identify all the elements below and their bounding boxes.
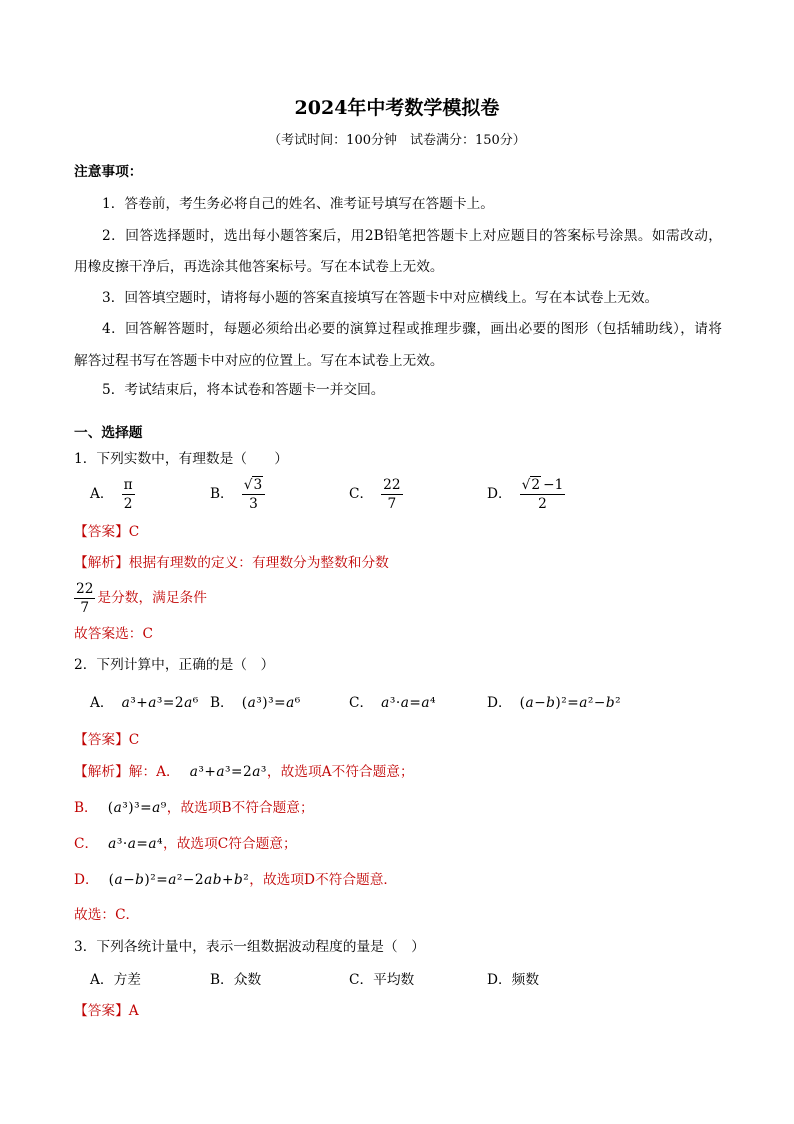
option-label: A． bbox=[90, 695, 114, 711]
q3-answer bbox=[74, 1001, 139, 1021]
math-expression: a³+a³=2a³ bbox=[189, 764, 267, 780]
q1-analysis bbox=[74, 553, 389, 573]
q1-conclusion: 故答案选：C bbox=[74, 626, 153, 642]
fraction-line-content bbox=[74, 580, 207, 616]
math-expression: (a−b)²=a²−2ab+b² bbox=[108, 872, 250, 888]
q1-analysis-fraction-line bbox=[74, 580, 674, 616]
note-item-1: 1．答卷前，考生务必将自己的姓名、准考证号填写在答题卡上。 bbox=[102, 196, 494, 212]
fraction bbox=[74, 581, 95, 616]
q2-option-d bbox=[487, 685, 621, 721]
fraction bbox=[122, 477, 135, 512]
answer-label: 【答案】 bbox=[74, 732, 129, 748]
option-label: C． bbox=[349, 486, 374, 502]
option-label: A． bbox=[90, 972, 114, 988]
q1-option-b bbox=[210, 476, 265, 512]
fraction-numerator: π bbox=[123, 476, 133, 493]
option-label: A． bbox=[90, 486, 114, 502]
analysis-text: ，故选项C符合题意； bbox=[163, 836, 297, 852]
note-item-5: 5．考试结束后，将本试卷和答题卡一并交回。 bbox=[102, 382, 385, 398]
fraction-numerator: 22 bbox=[383, 476, 401, 493]
answer-label: 【答案】 bbox=[74, 1003, 129, 1019]
math-expression: (a³)³=a⁹ bbox=[107, 800, 167, 816]
q2-analysis-line-a bbox=[74, 760, 414, 784]
page-title: 2024年中考数学模拟卷 bbox=[294, 97, 500, 119]
fraction-denominator: 7 bbox=[80, 599, 90, 616]
q1-option-c bbox=[349, 476, 403, 512]
answer-value: C bbox=[128, 524, 140, 540]
analysis-text: ，故选项A不符合题意； bbox=[266, 764, 414, 780]
q3-option-d bbox=[487, 962, 539, 998]
section-heading: 一、选择题 bbox=[74, 425, 143, 441]
q2-analysis-line-c bbox=[74, 832, 297, 856]
q1-options bbox=[0, 476, 794, 512]
fraction bbox=[381, 477, 402, 512]
q3-options bbox=[0, 962, 794, 998]
q3-option-b bbox=[210, 962, 261, 998]
answer-value: A bbox=[128, 1003, 139, 1019]
option-label: D． bbox=[487, 972, 512, 988]
q2-options bbox=[0, 685, 794, 721]
fraction-numerator bbox=[520, 477, 566, 495]
analysis-prefix: D． bbox=[74, 872, 99, 888]
math-expression: a³+a³=2a⁶ bbox=[121, 695, 199, 711]
q2-option-a bbox=[90, 685, 199, 721]
radical-sign: √ bbox=[243, 476, 253, 493]
option-label: C． bbox=[349, 695, 374, 711]
radical-sign: √ bbox=[521, 476, 531, 493]
fraction-denominator: 3 bbox=[249, 495, 258, 512]
numerator-rest: −1 bbox=[543, 476, 564, 493]
option-text: 平均数 bbox=[373, 972, 415, 988]
option-text: 方差 bbox=[113, 972, 141, 988]
option-text: 众数 bbox=[233, 972, 262, 988]
fraction bbox=[520, 477, 566, 512]
note-item-2-line-2: 用橡皮擦干净后，再选涂其他答案标号。写在本试卷上无效。 bbox=[74, 259, 444, 275]
math-expression: (a−b)²=a²−b² bbox=[519, 695, 622, 711]
exam-info: （考试时间：100分钟 试卷满分：150分） bbox=[268, 133, 526, 148]
analysis-text: ，故选项B不符合题意； bbox=[166, 800, 314, 816]
fraction-numerator bbox=[242, 477, 265, 495]
q2-option-c bbox=[349, 685, 436, 721]
fraction bbox=[242, 477, 265, 512]
q1-option-d bbox=[487, 476, 565, 512]
q2-conclusion: 故选：C． bbox=[74, 907, 140, 923]
radicand: 3 bbox=[253, 476, 263, 493]
option-label: B． bbox=[210, 972, 234, 988]
fraction-numerator: 22 bbox=[76, 580, 94, 597]
answer-value: C bbox=[128, 732, 140, 748]
note-item-3: 3．回答填空题时，请将每小题的答案直接填写在答题卡中对应横线上。写在本试卷上无效。 bbox=[102, 290, 659, 306]
fraction-denominator: 2 bbox=[123, 495, 133, 512]
q2-option-b bbox=[210, 685, 301, 721]
math-expression: a³·a=a⁴ bbox=[108, 836, 164, 852]
q3-stem: 3．下列各统计量中，表示一组数据波动程度的量是（ ） bbox=[74, 939, 425, 955]
note-item-4-line-2: 解答过程书写在答题卡中对应的位置上。写在本试卷上无效。 bbox=[74, 353, 444, 369]
analysis-prefix: C． bbox=[74, 836, 99, 852]
option-label: D． bbox=[487, 486, 512, 502]
q2-answer bbox=[74, 730, 139, 750]
option-label: C． bbox=[349, 972, 374, 988]
q2-analysis-line-d bbox=[74, 868, 397, 892]
notes-heading: 注意事项： bbox=[74, 164, 143, 180]
q3-option-c bbox=[349, 962, 414, 998]
math-expression: (a³)³=a⁶ bbox=[241, 695, 301, 711]
fraction-denominator: 2 bbox=[538, 495, 547, 512]
analysis-text: 根据有理数的定义：有理数分为整数和分数 bbox=[128, 555, 389, 571]
analysis-label: 【解析】 bbox=[74, 555, 129, 571]
option-label: B． bbox=[210, 695, 234, 711]
radicand: 2 bbox=[531, 476, 541, 493]
q1-stem: 1．下列实数中，有理数是（ ） bbox=[74, 451, 289, 467]
math-expression: a³·a=a⁴ bbox=[381, 695, 437, 711]
q1-answer bbox=[74, 522, 139, 542]
q2-analysis-line-b bbox=[74, 796, 314, 820]
option-label: B． bbox=[210, 486, 234, 502]
analysis-text: 是分数，满足条件 bbox=[97, 590, 207, 606]
answer-label: 【答案】 bbox=[74, 524, 129, 540]
analysis-prefix: 【解析】解：A． bbox=[74, 764, 180, 780]
note-item-2-line-1: 2．回答选择题时，选出每小题答案后，用2B铅笔把答题卡上对应题目的答案标号涂黑。如需改动， bbox=[102, 228, 722, 244]
analysis-text: ，故选项D不符合题意． bbox=[249, 872, 398, 888]
q3-option-a bbox=[90, 962, 141, 998]
q1-option-a bbox=[90, 476, 135, 512]
fraction-denominator: 7 bbox=[387, 495, 397, 512]
q2-stem: 2．下列计算中，正确的是（ ） bbox=[74, 657, 275, 673]
analysis-prefix: B． bbox=[74, 800, 98, 816]
option-label: D． bbox=[487, 695, 512, 711]
note-item-4-line-1: 4．回答解答题时，每题必须给出必要的演算过程或推理步骤，画出必要的图形（包括辅助线），请将 bbox=[102, 321, 722, 337]
option-text: 频数 bbox=[511, 972, 540, 988]
